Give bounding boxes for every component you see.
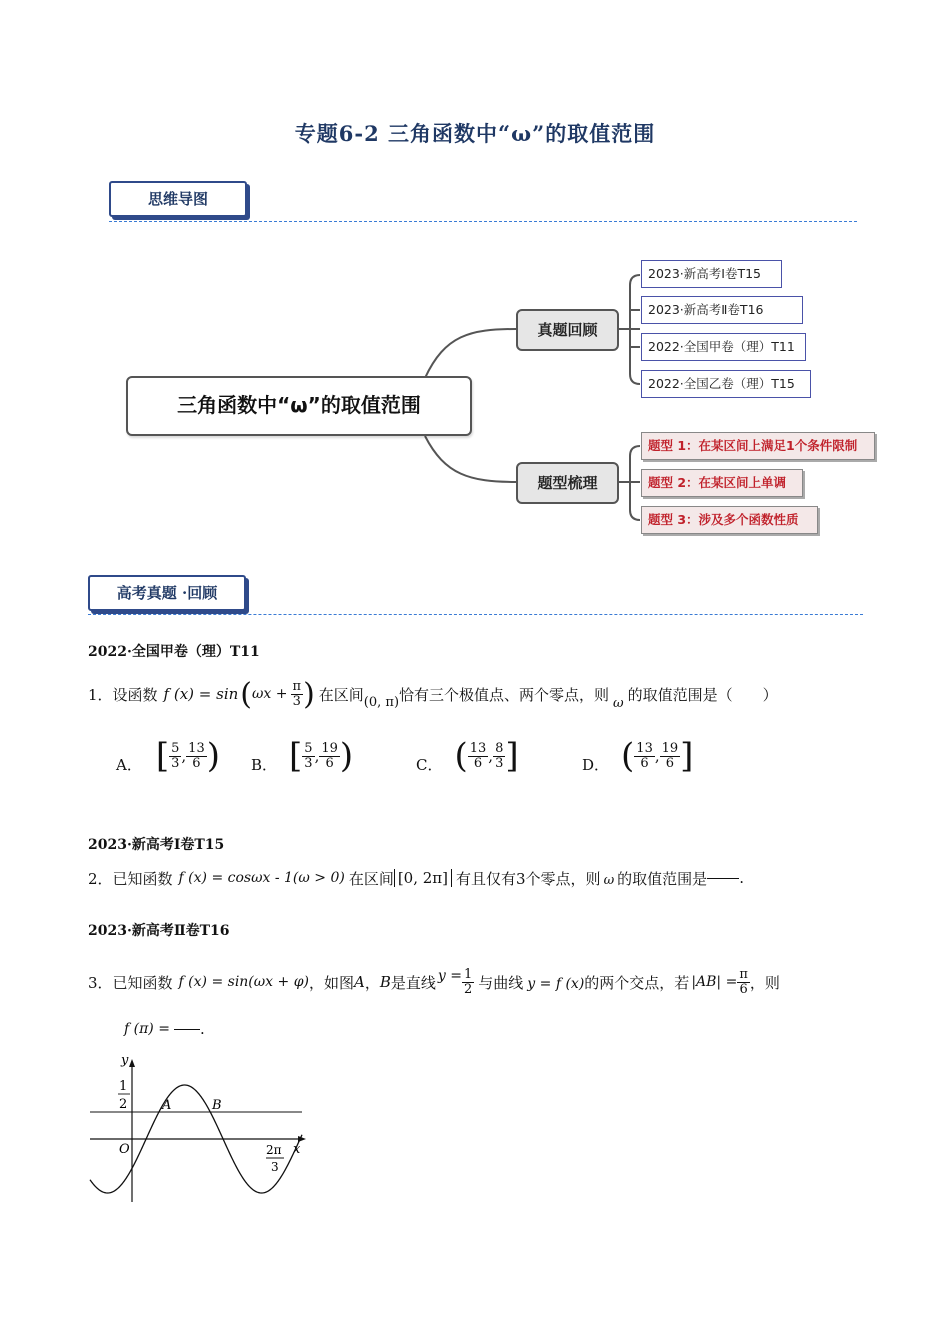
q2-period: . <box>739 869 744 887</box>
q1-argument: ωx + <box>252 686 288 702</box>
option-label: C． <box>416 755 443 774</box>
q3-text-5: ，则 <box>749 973 780 992</box>
mindmap-leaf-2023-2: 2023·新高考Ⅱ卷T16 <box>641 296 803 324</box>
point-b-label: B <box>212 1098 222 1113</box>
mindmap-leaf-2022-yi: 2022·全国乙卷（理）T15 <box>641 370 811 398</box>
q1-paren-left: ( <box>240 676 253 712</box>
y-label: y <box>121 1053 129 1068</box>
origin-label: O <box>119 1142 130 1157</box>
q2-answer-blank[interactable] <box>707 877 739 879</box>
q1-option-b[interactable]: B． [ $\frac{5}{3}$ , $\frac{19}{6}$ ) <box>251 736 354 776</box>
bracket-open: [ <box>155 736 170 776</box>
question-3-stem <box>88 962 780 1002</box>
tick-2pi3-den: 3 <box>271 1160 279 1174</box>
option-label: A． <box>116 755 142 774</box>
q1-interval: (0, π) <box>363 694 400 710</box>
mindmap-leaf-2022-jia: 2022·全国甲卷（理）T11 <box>641 333 806 361</box>
section-tab-mindmap: 思维导图 <box>109 181 247 217</box>
q3-number: 3．已知函数 <box>88 973 173 992</box>
question-2-source: 2023·新高考Ⅰ卷T15 <box>88 837 225 853</box>
frac-lower: $\frac{13}{6}$ <box>636 740 653 771</box>
question-1-source: 2022·全国甲卷（理）T11 <box>88 644 260 660</box>
frac-upper: $\frac{19}{6}$ <box>321 740 338 771</box>
frac-upper: $\frac{19}{6}$ <box>661 740 679 771</box>
q3-f-pi: f (π) = <box>124 1021 170 1037</box>
question-3-line-2 <box>124 1020 205 1038</box>
question-3-source: 2023·新高考Ⅱ卷T16 <box>88 923 230 939</box>
q3-point-b: B <box>379 973 391 991</box>
bracket-close: ] <box>505 736 519 776</box>
q3-line-eq: y = <box>437 968 462 984</box>
q1-text-3: 的取值范围是（ ） <box>627 685 778 704</box>
q3-function: f (x) = sin(ωx + φ) <box>178 974 309 990</box>
bracket-open: [ <box>289 736 303 776</box>
q1-function: f (x) = sin <box>163 685 239 703</box>
q3-curve: y = f (x) <box>527 976 585 992</box>
q2-omega: ω <box>603 872 615 888</box>
q1-omega: ω <box>613 695 624 711</box>
bracket-close: ] <box>680 736 694 776</box>
mindmap-root: 三角函数中“ω”的取值范围 <box>126 376 472 436</box>
sine-graph <box>85 1052 310 1208</box>
bracket-open: ( <box>454 736 468 776</box>
q1-number: 1．设函数 <box>88 685 158 704</box>
bracket-open: ( <box>621 736 635 776</box>
q2-interval: [0, 2π] <box>394 869 452 887</box>
q3-text: ，如图 <box>308 973 354 992</box>
q3-text-2: 是直线 <box>390 973 436 992</box>
q3-comma: ， <box>364 973 380 992</box>
q3-text-3: 与曲线 <box>478 973 524 992</box>
page-title: 专题6-2 三角函数中“ω”的取值范围 <box>294 121 656 146</box>
bracket-close: ) <box>339 736 354 776</box>
section-divider <box>88 614 863 615</box>
mindmap-leaf-type2: 题型 2：在某区间上单调 <box>641 469 803 497</box>
q1-option-d[interactable]: D． ( $\frac{13}{6}$ , $\frac{19}{6}$ ] <box>582 736 694 776</box>
q3-text-4: 的两个交点，若 <box>584 973 690 992</box>
tick-half-num: 1 <box>119 1079 128 1094</box>
mindmap-leaf-type1: 题型 1：在某区间上满足1个条件限制 <box>641 432 875 460</box>
q3-one-half: $\frac{1}{2}$ <box>464 966 473 997</box>
mindmap-connectors <box>0 0 950 560</box>
q1-text-2: 恰有三个极值点、两个零点，则 <box>399 685 610 704</box>
question-1-stem <box>88 676 778 712</box>
q3-point-a: A <box>354 973 365 991</box>
mindmap-branch-types: 题型梳理 <box>516 462 619 504</box>
frac-lower: $\frac{13}{6}$ <box>469 740 487 771</box>
q2-function: f (x) = cosωx - 1(ω > 0) <box>178 870 345 886</box>
mindmap-leaf-type3: 题型 3：涉及多个函数性质 <box>641 506 818 534</box>
q1-pi-over-3: $\frac{\pi}{3}$ <box>292 678 302 709</box>
q2-text: 在区间 <box>348 869 394 888</box>
question-2-stem <box>88 864 744 892</box>
option-label: B． <box>251 755 278 774</box>
q3-answer-blank[interactable] <box>174 1028 200 1030</box>
y-axis-arrow <box>129 1059 135 1067</box>
q2-text-3: 的取值范围是 <box>617 869 708 888</box>
tick-half-den: 2 <box>119 1097 128 1112</box>
q1-paren-right: ) <box>303 676 315 712</box>
bracket-close: ) <box>206 736 220 776</box>
option-label: D． <box>582 755 610 774</box>
frac-upper: $\frac{8}{3}$ <box>495 740 504 771</box>
frac-upper: $\frac{13}{6}$ <box>188 740 205 771</box>
q3-pi-over-6: $\frac{\pi}{6}$ <box>739 966 748 997</box>
q1-option-c[interactable]: C． ( $\frac{13}{6}$ , $\frac{8}{3}$ ] <box>416 736 519 776</box>
frac-lower: $\frac{5}{3}$ <box>171 740 180 771</box>
q3-ab-length: |AB| = <box>691 974 738 990</box>
q3-period: . <box>199 1020 205 1038</box>
section-tab-review: 高考真题 ·回顾 <box>88 575 246 611</box>
q1-text: 在区间 <box>318 685 364 704</box>
mindmap-branch-review: 真题回顾 <box>516 309 619 351</box>
q1-option-a[interactable]: A． [ $\frac{5}{3}$ , $\frac{13}{6}$ ) <box>116 736 220 776</box>
q2-text-2: 有且仅有3个零点，则 <box>456 869 601 888</box>
frac-lower: $\frac{5}{3}$ <box>304 740 313 771</box>
tick-2pi3-num: 2π <box>266 1143 282 1157</box>
mindmap-leaf-2023-1: 2023·新高考Ⅰ卷T15 <box>641 260 782 288</box>
q2-number: 2．已知函数 <box>88 869 173 888</box>
point-a-label: A <box>162 1098 172 1113</box>
x-label: x <box>293 1142 301 1157</box>
